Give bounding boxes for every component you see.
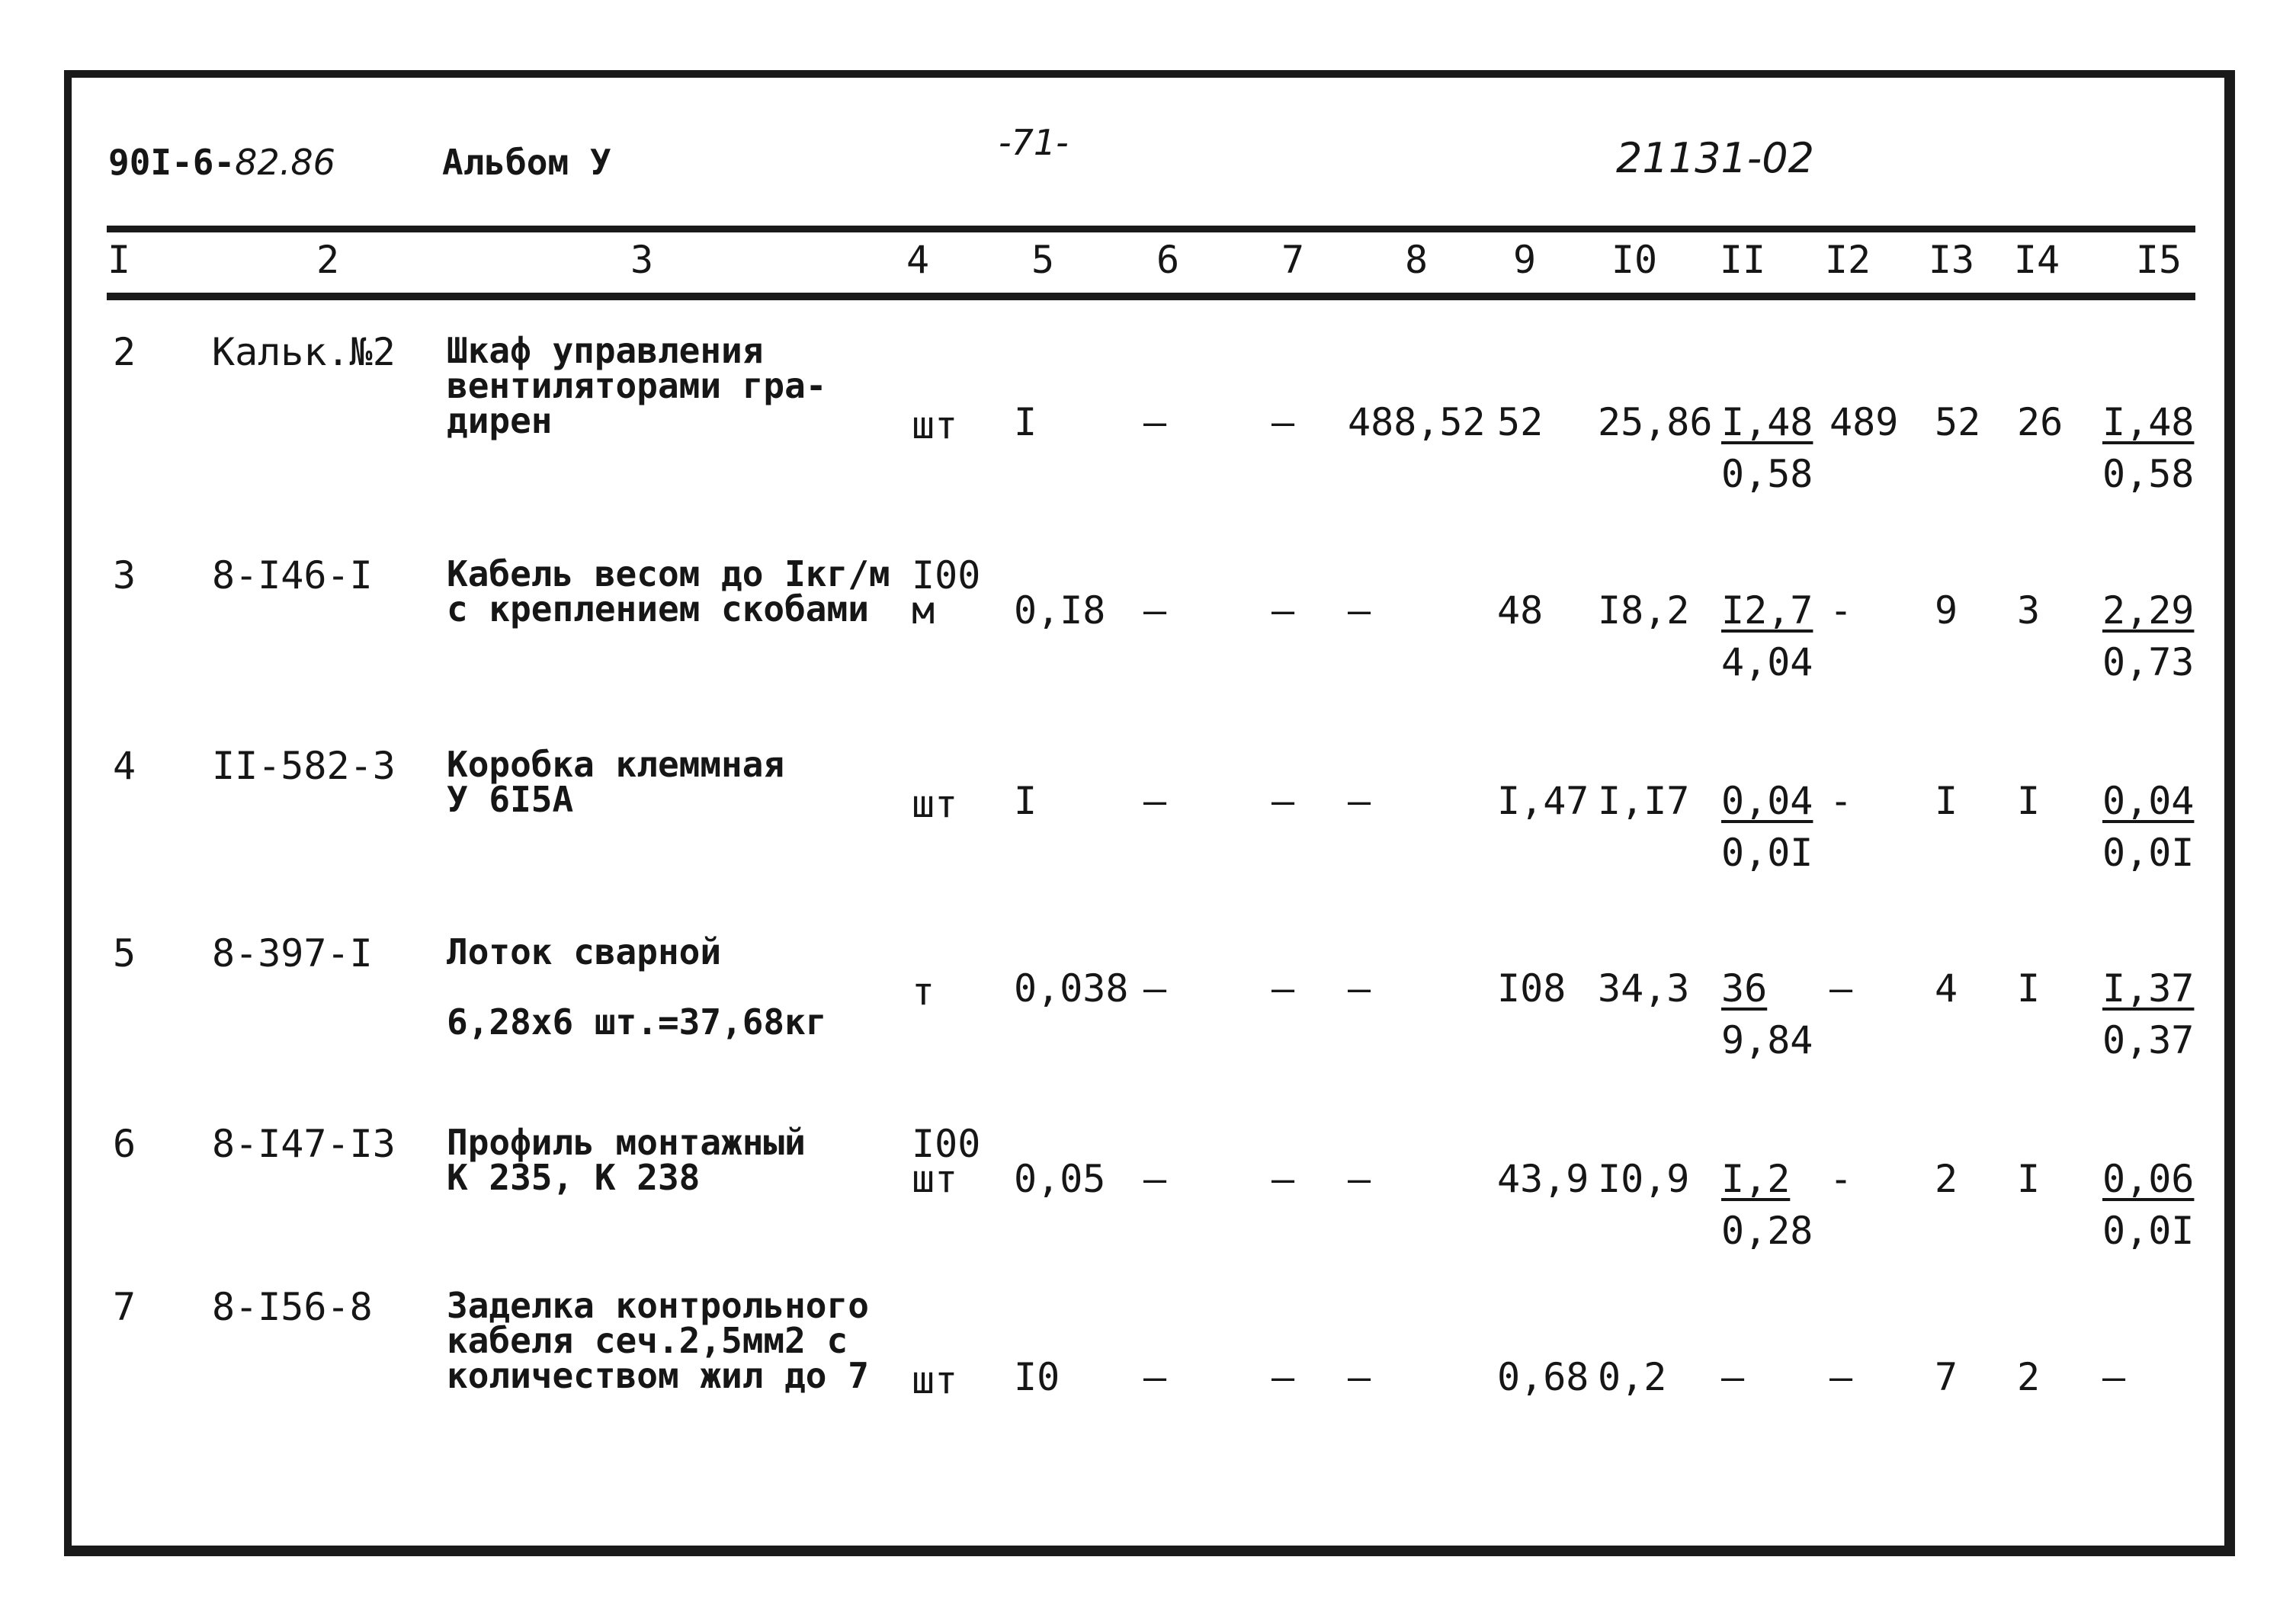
cell-c11-sub: 4,04 — [1721, 640, 1813, 684]
row-number: 6 — [113, 1122, 136, 1166]
norm-code: II-582-3 — [212, 744, 396, 788]
row-number: 7 — [113, 1285, 136, 1329]
row-number: 3 — [113, 553, 136, 597]
cell-c12: – — [1829, 1355, 1853, 1399]
cell-c7: – — [1271, 779, 1295, 823]
norm-code: 8-397-I — [212, 931, 373, 975]
column-header-1: I — [107, 238, 131, 282]
cell-c8: 488,52 — [1348, 400, 1486, 444]
cell-c6: – — [1143, 1157, 1167, 1201]
cell-c6: – — [1143, 1355, 1167, 1399]
row-number: 2 — [113, 330, 136, 374]
cell-c8: – — [1348, 779, 1371, 823]
description-line: дирен — [447, 400, 553, 441]
cell-c13: I — [1935, 779, 1958, 823]
unit: шт — [912, 1157, 958, 1201]
row-number: 5 — [113, 931, 136, 975]
row-number: 4 — [113, 744, 136, 788]
cell-c11: I2,7 — [1721, 588, 1813, 633]
cell-c14: 26 — [2017, 400, 2064, 444]
cell-c14: I — [2017, 1157, 2041, 1201]
cell-c12: 489 — [1829, 400, 1899, 444]
column-header-6: 6 — [1156, 238, 1180, 282]
column-header-5: 5 — [1031, 238, 1055, 282]
cell-c5: 0,05 — [1014, 1157, 1106, 1201]
norm-code: Кальк.№2 — [212, 330, 396, 374]
description-line: Заделка контрольного — [447, 1285, 869, 1326]
cell-c5: 0,038 — [1014, 966, 1129, 1011]
cell-c5: 0,I8 — [1014, 588, 1106, 633]
unit: м — [912, 588, 935, 633]
cell-c6: – — [1143, 588, 1167, 633]
unit-multiplier: I00 — [912, 1122, 981, 1166]
column-header-3: 3 — [630, 238, 654, 282]
description-line: 6,28x6 шт.=37,68кг — [447, 1001, 827, 1043]
unit: шт — [912, 403, 958, 447]
cell-c12: - — [1829, 1157, 1853, 1201]
cell-c10: 34,3 — [1598, 966, 1690, 1011]
column-header-15: I5 — [2135, 238, 2182, 282]
cell-c6: – — [1143, 779, 1167, 823]
cell-c11: 0,04 — [1721, 779, 1813, 823]
cell-c5: I0 — [1014, 1355, 1060, 1399]
cell-c10: I,I7 — [1598, 779, 1690, 823]
cell-c7: – — [1271, 966, 1295, 1011]
cell-c7: – — [1271, 1157, 1295, 1201]
document-reference: 21131-02 — [1616, 134, 1814, 182]
column-header-8: 8 — [1404, 238, 1429, 282]
cell-c15-sub: 0,0I — [2102, 831, 2195, 875]
unit: т — [912, 969, 935, 1014]
unit-multiplier: I00 — [912, 553, 981, 597]
column-header-13: I3 — [1928, 238, 1975, 282]
column-header-7: 7 — [1281, 238, 1305, 282]
cell-c10: I0,9 — [1598, 1157, 1690, 1201]
description-line: с креплением скобами — [447, 588, 869, 629]
description-line: Профиль монтажный — [447, 1122, 806, 1163]
cell-c13: 52 — [1935, 400, 1981, 444]
unit: шт — [912, 1358, 958, 1402]
cell-c12: – — [1829, 966, 1853, 1011]
cell-c15: 2,29 — [2102, 588, 2195, 633]
cell-c15-sub: 0,37 — [2102, 1018, 2195, 1062]
cell-c13: 7 — [1935, 1355, 1958, 1399]
cell-c8: – — [1348, 1157, 1371, 1201]
cell-c15-sub: 0,73 — [2102, 640, 2195, 684]
cell-c15: 0,04 — [2102, 779, 2195, 823]
norm-code: 8-I47-I3 — [212, 1122, 396, 1166]
cell-c6: – — [1143, 966, 1167, 1011]
cell-c9: 0,68 — [1497, 1355, 1589, 1399]
cell-c11: – — [1721, 1355, 1745, 1399]
cell-c15: – — [2102, 1355, 2126, 1399]
unit: шт — [912, 782, 958, 826]
cell-c15: I,48 — [2102, 400, 2195, 444]
cell-c8: – — [1348, 1355, 1371, 1399]
cell-c8: – — [1348, 966, 1371, 1011]
cell-c11-sub: 0,28 — [1721, 1209, 1813, 1253]
page-number: -71- — [999, 122, 1069, 163]
cell-c11: I,48 — [1721, 400, 1813, 444]
description-line: Лоток сварной — [447, 931, 722, 972]
cell-c14: 3 — [2017, 588, 2041, 633]
cell-c11-sub: 0,58 — [1721, 452, 1813, 496]
cell-c5: I — [1014, 779, 1037, 823]
cell-c13: 9 — [1935, 588, 1958, 633]
cell-c7: – — [1271, 588, 1295, 633]
description-line: У 6I5А — [447, 779, 574, 820]
cell-c10: 25,86 — [1598, 400, 1713, 444]
description-line: количеством жил до 7 — [447, 1355, 869, 1396]
description-line: Шкаф управления — [447, 330, 764, 371]
doc-code — [108, 142, 335, 183]
cell-c13: 4 — [1935, 966, 1958, 1011]
description-line: Коробка клеммная — [447, 744, 785, 785]
cell-c13: 2 — [1935, 1157, 1958, 1201]
column-header-4: 4 — [906, 238, 930, 282]
cell-c10: 0,2 — [1598, 1355, 1667, 1399]
description-line: Кабель весом до Iкг/м — [447, 553, 890, 594]
cell-c11: I,2 — [1721, 1157, 1791, 1201]
header-rule-top — [107, 226, 2195, 232]
column-header-2: 2 — [316, 238, 340, 282]
cell-c11-sub: 0,0I — [1721, 831, 1813, 875]
cell-c9: 52 — [1497, 400, 1544, 444]
cell-c15-sub: 0,0I — [2102, 1209, 2195, 1253]
cell-c12: - — [1829, 588, 1853, 633]
cell-c7: – — [1271, 1355, 1295, 1399]
description-line: вентиляторами гра- — [447, 365, 827, 406]
cell-c12: - — [1829, 779, 1853, 823]
cell-c15-sub: 0,58 — [2102, 452, 2195, 496]
cell-c8: – — [1348, 588, 1371, 633]
column-header-10: I0 — [1611, 238, 1658, 282]
cell-c5: I — [1014, 400, 1037, 444]
doc-code-handwritten: 82.86 — [235, 142, 335, 183]
cell-c11-sub: 9,84 — [1721, 1018, 1813, 1062]
album-label: Альбом У — [442, 142, 611, 183]
cell-c9: I08 — [1497, 966, 1566, 1011]
description-line: кабеля сеч.2,5мм2 с — [447, 1320, 848, 1361]
description-line: К 235, К 238 — [447, 1157, 701, 1198]
cell-c9: 43,9 — [1497, 1157, 1589, 1201]
cell-c14: 2 — [2017, 1355, 2041, 1399]
column-header-14: I4 — [2013, 238, 2060, 282]
column-header-12: I2 — [1824, 238, 1871, 282]
norm-code: 8-I56-8 — [212, 1285, 373, 1329]
column-header-9: 9 — [1512, 238, 1537, 282]
cell-c9: I,47 — [1497, 779, 1589, 823]
cell-c15: 0,06 — [2102, 1157, 2195, 1201]
cell-c6: – — [1143, 400, 1167, 444]
cell-c11: 36 — [1721, 966, 1768, 1011]
header-rule-bottom — [107, 293, 2195, 300]
cell-c14: I — [2017, 966, 2041, 1011]
norm-code: 8-I46-I — [212, 553, 373, 597]
cell-c14: I — [2017, 779, 2041, 823]
cell-c15: I,37 — [2102, 966, 2195, 1011]
cell-c9: 48 — [1497, 588, 1544, 633]
cell-c10: I8,2 — [1598, 588, 1690, 633]
cell-c7: – — [1271, 400, 1295, 444]
doc-code-prefix: 90I-6- — [108, 142, 236, 183]
column-header-11: II — [1719, 238, 1766, 282]
